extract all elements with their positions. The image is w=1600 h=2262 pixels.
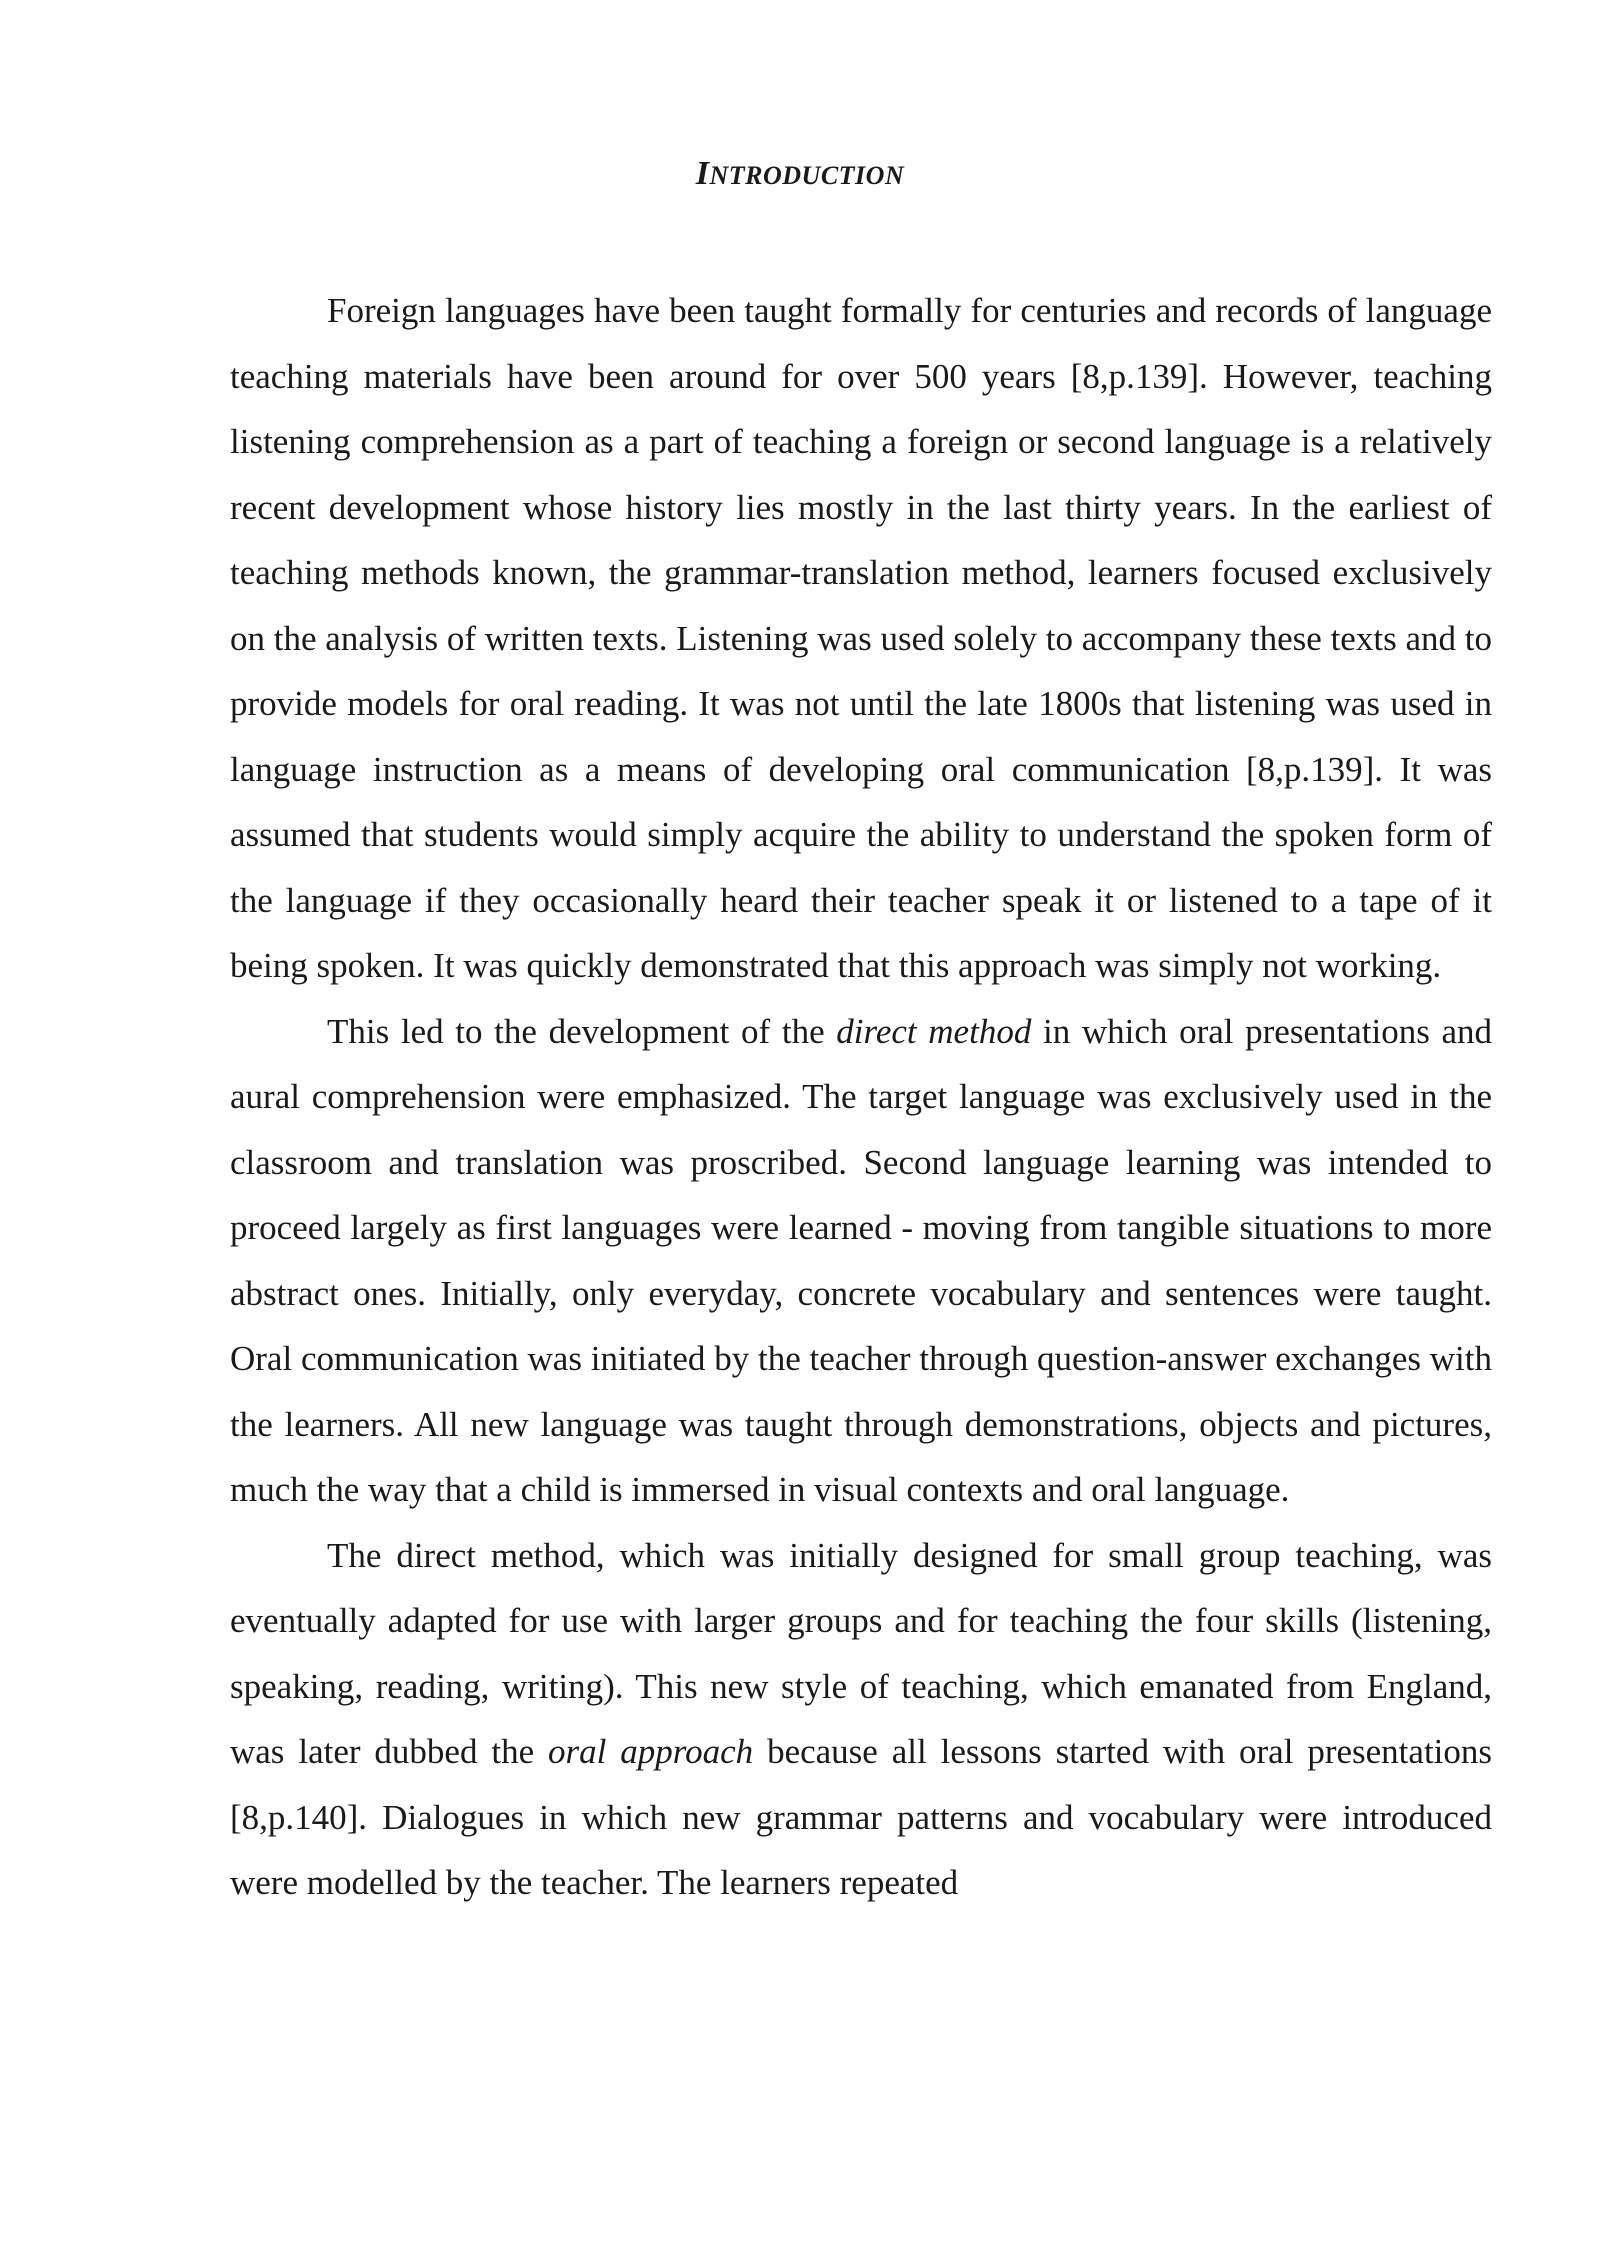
heading-initial: I bbox=[695, 155, 710, 192]
paragraph-text: Foreign languages have been taught formally for centuries and records of language teaching materials have been around for over 500 years [8,p.139]. However, teaching listening comprehension as a part of teaching a foreign or second language is a relatively recent development whose history lies mostly in the last thirty years. In the earliest of teaching methods known, the grammar-translation method, learners focused exclusively on the analysis of written texts. Listening was used solely to accompany these texts and to provide models for oral reading. It was not until the late 1800s that listening was used in language instruction as a means of developing oral communication [8,p.139]. It was assumed that students would simply acquire the ability to understand the spoken form of the language if they occasionally heard their teacher speak it or listened to a tape of it being spoken. It was quickly demonstrated that this approach was simply not working. bbox=[230, 291, 1492, 985]
emphasis-direct-method: direct method bbox=[836, 1011, 1032, 1051]
emphasis-oral-approach: oral approach bbox=[548, 1732, 754, 1771]
paragraph-1 bbox=[230, 278, 1492, 999]
paragraph-text: because all lessons started with oral presentations [8,p.140]. Dialogues in which new grammar patterns and vocabulary were introduced were modelled by the teacher. The learners repeated bbox=[230, 1732, 1493, 1902]
paragraph-text: The direct method, which was initially designed for small group teaching, was eventually adapted for use with larger groups and for teaching the four skills (listening, speaking, reading, writing). This new style of teaching, which emanated from England, was later dubbed the bbox=[230, 1535, 1492, 1771]
paragraph-text: This led to the development of the bbox=[327, 1011, 837, 1051]
paragraph-2 bbox=[230, 999, 1492, 1523]
section-heading bbox=[0, 155, 1600, 193]
paragraph-3 bbox=[230, 1523, 1492, 1916]
body-text bbox=[230, 278, 1492, 1916]
paragraph-text: in which oral presentations and aural comprehension were emphasized. The target language was exclusively used in the classroom and translation was proscribed. Second language learning was intended to proceed largely as first languages were learned - moving from tangible situations to more abstract ones. Initially, only everyday, concrete vocabulary and sentences were taught. Oral communication was initiated by the teacher through question-answer exchanges with the learners. All new language was taught through demonstrations, objects and pictures, much the way that a child is immersed in visual contexts and oral language. bbox=[230, 1011, 1493, 1509]
heading-rest: NTRODUCTION bbox=[709, 161, 905, 190]
